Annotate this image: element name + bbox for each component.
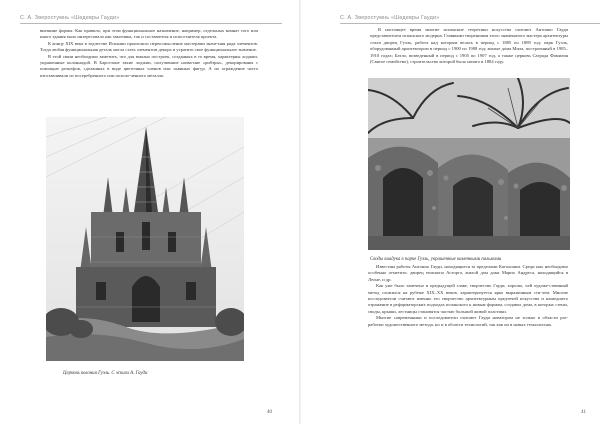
running-head-right: С. А. Зверостумнь «Шедевры Гауди» <box>340 15 600 24</box>
right-page-body-top <box>370 27 568 65</box>
paragraph: Как уже было замечено в предыдущей главе, творчество Гауди, хорошо, чей художе-ственный метод сложился на рубеже XIX–XX веков, характеризуется ярко выраженным сти-лем. Многие исследователи считают именно его творчество архитектурным предтечей искусства и нашедшего отражение в реформаторских подходах испанского к новым формам, создавал дома, в которых стены, своды, крыши, лестницы становятся частью большой живой пластики. <box>368 283 568 314</box>
running-head-left: С. А. Зверостумнь «Шедевры Гауди» <box>20 15 282 24</box>
paragraph: внешние формы. Как правило, при этом функциональное назначение, например, отдельных комнат того или иного здания мало интересовало как заказчика, так и составителя и испол-нителя проекта. <box>40 28 258 40</box>
viaduct-photo <box>368 78 570 250</box>
right-page <box>300 0 600 424</box>
paragraph: К концу XIX века в зодчестве Испании произошло переосмысление мастерами значе-ния ряда элементов. Тогда любая функциональная деталь могла стать элементом декора и утратить свое функциональное значение. <box>40 40 258 53</box>
right-page-body-bottom <box>368 264 568 328</box>
left-page-body <box>40 28 258 79</box>
church-sketch-illustration <box>46 117 244 361</box>
paragraph: В этой связи необходимо заметить, что для южных построек, созданных в то время, характерны лоджии, украшенные колоннадой. В Барселоне такие лоджии, получившие назва-ние «рибэры», декорированы с помощью рельефов, сделанных в виде цветочных членов или львиных фигур. А их ограждение часто изготавливали из посеребренного или позоло-ченного металла. <box>40 53 258 78</box>
paragraph: Многие современники и последователи считают Гауди новатором не только в области раз-работки художественного метода, но и в области технологий, так как он в новых технологиях. <box>368 315 568 327</box>
park-guell-viaduct-photo <box>368 78 570 250</box>
page-number-right: 41 <box>581 410 586 415</box>
church-sketch <box>46 117 244 361</box>
figure-caption-right: Своды виадука в парке Гуэль, украшенные каменными пальмами <box>370 257 502 262</box>
figure-caption-left: Церковь колонии Гуэль. С эскиза А. Гауди <box>63 371 148 376</box>
paragraph: Известны работы Антонио Гауди, находящиеся за пределами Каталонии. Среди них необходимо особенно отметить: дворец епископа Асторга, жилой дом дона Марио Андреса, находящийся в Леоне, и др. <box>368 264 568 282</box>
page-number-left: 40 <box>267 410 272 415</box>
paragraph: В настоящее время многие испанские теоретики искусства считают Антонио Гауди представителем испанского модерна. Главными творениями этого знаменитого мастера архитектуры стали дворец Гуэль, работа над которым велась в период с 1885 по 1889 год; парк Гуэль, оборудованный архитектором в период с 1900 по 1908 год; жилые дома Мила, построенный в 1905–1910 годах; Батло, возведенный в период с 1905 по 1907 год, а также церковь Саграда Фамилия (Святое семейство), строительство которой было начато в 1884 году. <box>370 27 568 65</box>
